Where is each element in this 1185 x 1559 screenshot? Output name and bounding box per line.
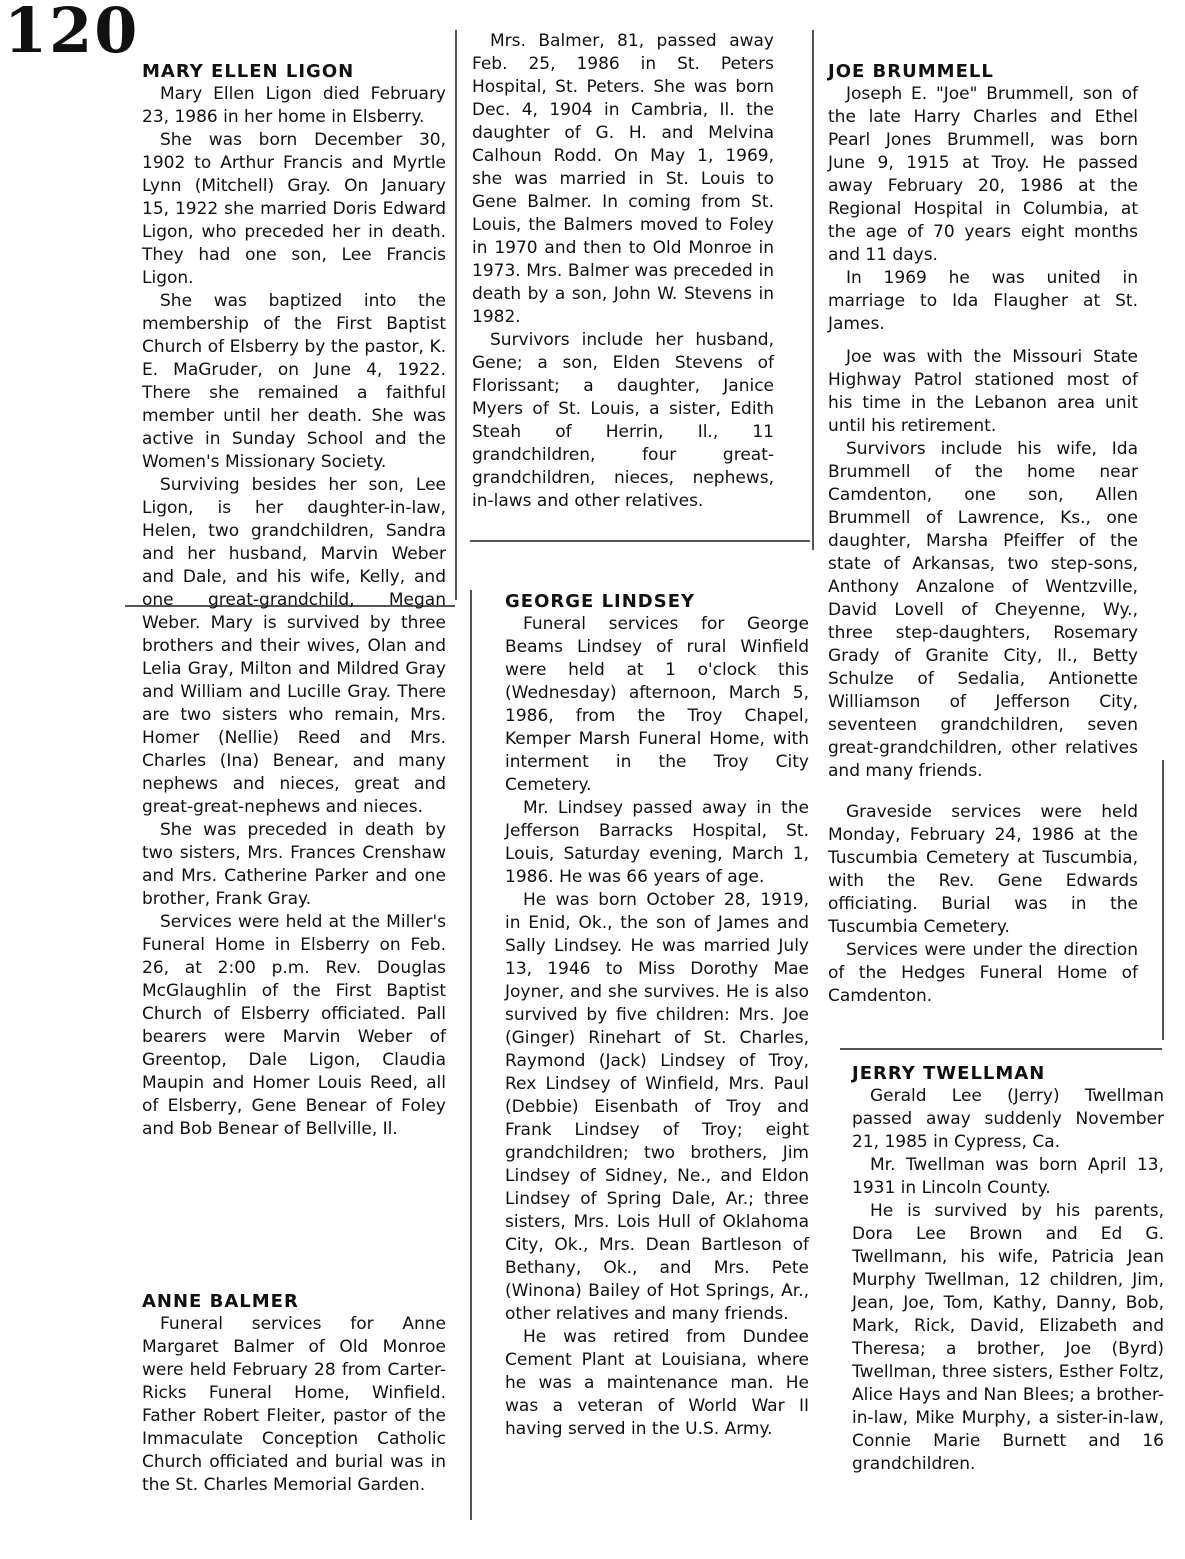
obituary-paragraph: He was retired from Dundee Cement Plant at Louisiana, where he was a maintenance man. He was a veteran of World War II having served in the U.S. Army.	[505, 1327, 809, 1439]
obituary-paragraph: Joe was with the Missouri State Highway Patrol stationed most of his time in the Lebanon area unit until his retirement.	[828, 347, 1138, 436]
obituary-paragraph: Graveside services were held Monday, February 24, 1986 at the Tuscumbia Cemetery at Tuscumbia, with the Rev. Gene Edwards officiating. Burial was in the Tuscumbia Cemetery.	[828, 802, 1138, 937]
obituary-paragraph: Survivors include her husband, Gene; a son, Elden Stevens of Florissant; a daughter, Janice Myers of St. Louis, a sister, Edith Steah of Herrin, Il., 11 grandchildren, four great-grandchildren, nieces, nephews, in-laws and other relatives.	[472, 330, 774, 511]
clipping-edge	[470, 540, 810, 542]
obituary-paragraph: Gerald Lee (Jerry) Twellman passed away suddenly November 21, 1985 in Cypress, Ca.	[852, 1086, 1164, 1152]
obituary-heading: MARY ELLEN LIGON	[142, 61, 355, 82]
clipping-edge	[470, 590, 472, 1520]
clipping-balmer-continued	[472, 30, 774, 513]
obituary-paragraph: In 1969 he was united in marriage to Ida Flaugher at St. James.	[828, 268, 1138, 334]
obituary-heading: GEORGE LINDSEY	[505, 591, 696, 612]
obituary-paragraph: Joseph E. "Joe" Brummell, son of the late Harry Charles and Ethel Pearl Jones Brummell, was born June 9, 1915 at Troy. He passed away February 20, 1986 at the Regional Hospital in Columbia, at the age of 70 years eight months and 11 days.	[828, 84, 1138, 265]
obituary-heading: JOE BRUMMELL	[828, 61, 994, 82]
obituary-heading: JERRY TWELLMAN	[852, 1063, 1046, 1084]
obituary-paragraph: Services were held at the Miller's Funeral Home in Elsberry on Feb. 26, at 2:00 p.m. Rev. Douglas McGlaughlin of the First Baptist Church of Elsberry officiated. Pall bearers were Marvin Weber of Greentop, Dale Ligon, Claudia Maupin and Homer Louis Reed, all of Elsberry, Gene Benear of Foley and Bob Benear of Bellville, Il.	[142, 912, 446, 1139]
obituary-paragraph: Mr. Twellman was born April 13, 1931 in Lincoln County.	[852, 1155, 1164, 1198]
obituary-paragraph: Mary Ellen Ligon died February 23, 1986 in her home in Elsberry.	[142, 84, 446, 127]
obituary-paragraph: She was born December 30, 1902 to Arthur Francis and Myrtle Lynn (Mitchell) Gray. On January 15, 1922 she married Doris Edward Ligon, who preceded her in death. They had one son, Lee Francis Ligon.	[142, 130, 446, 288]
obituary-heading: ANNE BALMER	[142, 1291, 299, 1312]
obituary-paragraph: She was preceded in death by two sisters, Mrs. Frances Crenshaw and Mrs. Catherine Parker and one brother, Frank Gray.	[142, 820, 446, 909]
obituary-paragraph: Funeral services for George Beams Lindsey of rural Winfield were held at 1 o'clock this (Wednesday) afternoon, March 5, 1986, from the Troy Chapel, Kemper Marsh Funeral Home, with interment in the Troy City Cemetery.	[505, 614, 809, 795]
clipping-edge	[840, 1048, 1162, 1050]
clipping-edge	[455, 30, 457, 600]
clipping-joe-brummell	[828, 60, 1138, 1008]
obituary-paragraph: He is survived by his parents, Dora Lee Brown and Ed G. Twellmann, his wife, Patricia Jean Murphy Twellman, 12 children, Jim, Jean, Joe, Tom, Kathy, Danny, Bob, Mark, Rick, David, Elizabeth and Theresa; a brother, Joe (Byrd) Twellman, three sisters, Esther Foltz, Alice Hays and Nan Blees; a brother-in-law, Mike Murphy, a sister-in-law, Connie Marie Burnett and 16 grandchildren.	[852, 1201, 1164, 1474]
clipping-edge	[1162, 760, 1164, 1040]
obituary-paragraph: Surviving besides her son, Lee Ligon, is her daughter-in-law, Helen, two grandchildren, Sandra and her husband, Marvin Weber and Dale, and his wife, Kelly, and one great-grandchild, Megan Weber. Mary is survived by three brothers and their wives, Olan and Lelia Gray, Milton and Mildred Gray and William and Lucille Gray. There are two sisters who remain, Mrs. Homer (Nellie) Reed and Mrs. Charles (Ina) Benear, and many nephews and nieces, great and great-great-nephews and nieces.	[142, 475, 446, 817]
obituary-paragraph: Mrs. Balmer, 81, passed away Feb. 25, 1986 in St. Peters Hospital, St. Peters. She was born Dec. 4, 1904 in Cambria, Il. the daughter of G. H. and Melvina Calhoun Rodd. On May 1, 1969, she was married in St. Louis to Gene Balmer. In coming from St. Louis, the Balmers moved to Foley in 1970 and then to Old Monroe in 1973. Mrs. Balmer was preceded in death by a son, John W. Stevens in 1982.	[472, 31, 774, 327]
clipping-jerry-twellman	[852, 1062, 1164, 1476]
clipping-anne-balmer	[142, 1290, 446, 1497]
obituary-paragraph: He was born October 28, 1919, in Enid, Ok., the son of James and Sally Lindsey. He was married July 13, 1946 to Miss Dorothy Mae Joyner, and she survives. He is also survived by five children: Mrs. Joe (Ginger) Rinehart of St. Charles, Raymond (Jack) Lindsey of Troy, Rex Lindsey of Winfield, Mrs. Paul (Debbie) Eisenbath of Troy and Frank Lindsey of Troy; eight grandchildren; two brothers, Jim Lindsey of Sidney, Ne., and Eldon Lindsey of Spring Dale, Ar.; three sisters, Mrs. Lois Hull of Oklahoma City, Ok., Mrs. Dean Bartleson of Bethany, Ok., and Mrs. Pete (Winona) Bailey of Hot Springs, Ar., other relatives and many friends.	[505, 890, 809, 1324]
clipping-edge	[812, 30, 814, 550]
obituary-paragraph: Survivors include his wife, Ida Brummell of the home near Camdenton, one son, Allen Brummell of Lawrence, Ks., one daughter, Marsha Pfeiffer of the state of Arkansas, two step-sons, Anthony Anzalone of Wentzville, David Lovell of Cheyenne, Wy., three step-daughters, Rosemary Grady of Granite City, Il., Betty Schulze of Sedalia, Antionette Williamson of Jefferson City, seventeen grandchildren, seven great-grandchildren, other relatives and many friends.	[828, 439, 1138, 781]
obituary-paragraph: She was baptized into the membership of the First Baptist Church of Elsberry by the pastor, K. E. MaGruder, on June 4, 1922. There she remained a faithful member until her death. She was active in Sunday School and the Women's Missionary Society.	[142, 291, 446, 472]
obituary-paragraph: Funeral services for Anne Margaret Balmer of Old Monroe were held February 28 from Carter-Ricks Funeral Home, Winfield. Father Robert Fleiter, pastor of the Immaculate Conception Catholic Church officiated and burial was in the St. Charles Memorial Garden.	[142, 1314, 446, 1495]
clipping-mary-ellen-ligon	[142, 60, 446, 1141]
obituary-paragraph: Mr. Lindsey passed away in the Jefferson Barracks Hospital, St. Louis, Saturday evening, March 1, 1986. He was 66 years of age.	[505, 798, 809, 887]
obituary-paragraph: Services were under the direction of the Hedges Funeral Home of Camdenton.	[828, 940, 1138, 1006]
page-number: 120	[4, 0, 140, 67]
clipping-george-lindsey	[505, 590, 809, 1441]
